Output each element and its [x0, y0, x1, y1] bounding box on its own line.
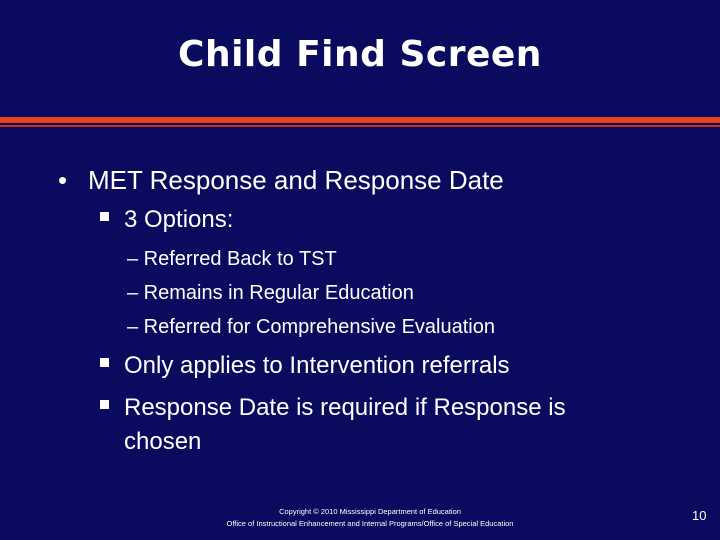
bullet-marker: •: [58, 165, 68, 195]
footer-line-2: Office of Instructional Enhancement and Internal Programs/Office of Special Education: [226, 519, 514, 528]
sub-item-text: Response Date is required if Response is chosen: [124, 394, 566, 455]
slide-title: Child Find Screen: [178, 34, 542, 75]
footer-copyright: [200, 506, 540, 530]
square-bullet-icon: [100, 212, 109, 221]
title-divider: [0, 117, 720, 123]
square-bullet-icon: [100, 358, 109, 367]
page-number: 10: [692, 508, 707, 523]
option-item: – Referred for Comprehensive Evaluation: [127, 316, 495, 338]
option-item: – Referred Back to TST: [127, 248, 337, 270]
footer-line-1: Copyright © 2010 Mississippi Department of Education: [279, 507, 461, 516]
sub-item-text: Only applies to Intervention referrals: [124, 352, 510, 379]
sub-item-text: 3 Options:: [124, 206, 234, 233]
square-bullet-icon: [100, 400, 109, 409]
main-bullet-text: MET Response and Response Date: [88, 165, 504, 195]
title-divider-thin: [0, 125, 720, 127]
option-item: – Remains in Regular Education: [127, 282, 414, 304]
